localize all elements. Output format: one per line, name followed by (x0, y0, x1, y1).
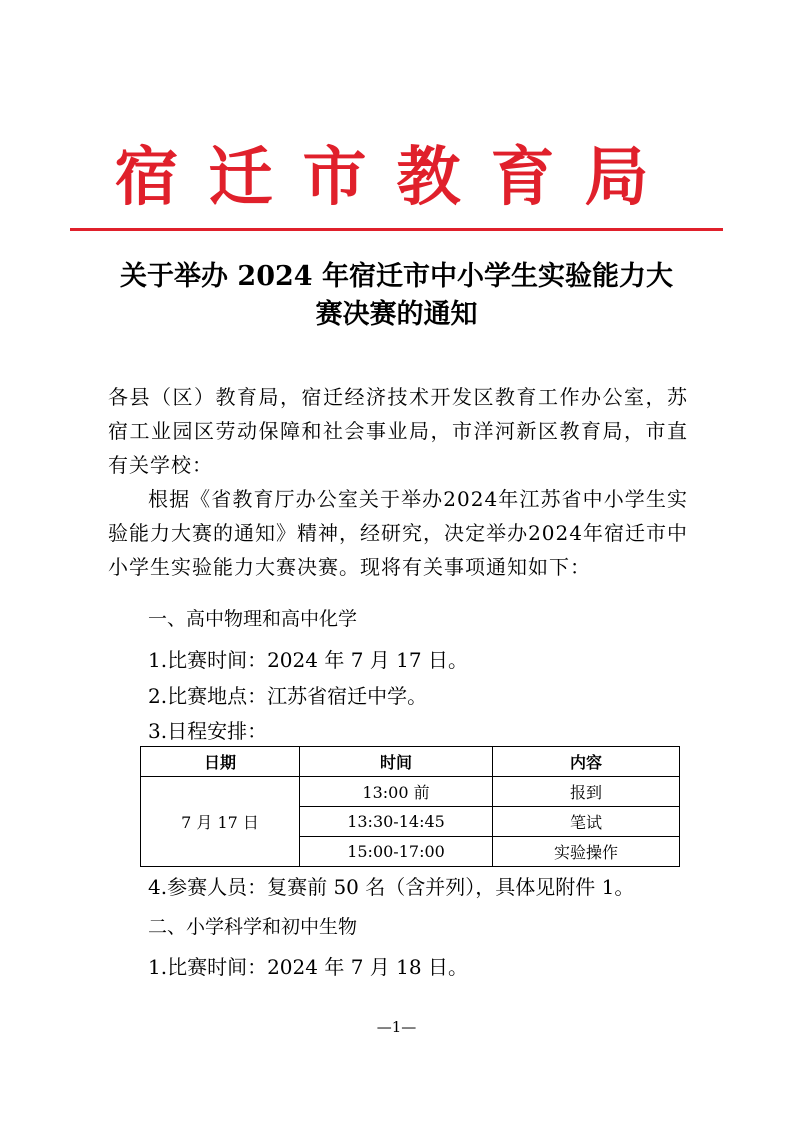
table-header-row (141, 747, 680, 777)
date-cell: 7 月 17 日 (141, 777, 300, 867)
table-row (141, 777, 680, 807)
section1-item-2: 2.比赛地点：江苏省宿迁中学。 (148, 684, 428, 708)
content-cell: 笔试 (493, 807, 680, 837)
red-rule (70, 228, 723, 231)
masthead: 宿迁市教育局 (114, 140, 679, 215)
header-date: 日期 (141, 747, 300, 777)
time-cell: 13:30-14:45 (300, 807, 493, 837)
content-cell: 报到 (493, 777, 680, 807)
time-cell: 15:00-17:00 (300, 837, 493, 867)
intro-paragraph: 根据《省教育厅办公室关于举办2024年江苏省中小学生实验能力大赛的通知》精神，经研究，决定举办2024年宿迁市中小学生实验能力大赛决赛。现将有关事项通知如下： (108, 487, 688, 579)
section1-item-4: 4.参赛人员：复赛前 50 名（含并列），具体见附件 1。 (148, 875, 635, 899)
time-cell: 13:00 前 (300, 777, 493, 807)
page-number: —1— (376, 1018, 417, 1036)
section2-heading: 二、小学科学和初中生物 (148, 916, 358, 938)
section1-item-3: 3.日程安排： (148, 719, 268, 743)
schedule-table (140, 746, 680, 867)
recipients: 各县（区）教育局，宿迁经济技术开发区教育工作办公室，苏宿工业园区劳动保障和社会事业局，市洋河新区教育局，市直有关学校： (108, 385, 688, 477)
title-line-2: 赛决赛的通知 (315, 299, 478, 330)
content-cell: 实验操作 (493, 837, 680, 867)
section2-item-1: 1.比赛时间：2024 年 7 月 18 日。 (148, 955, 468, 979)
header-content: 内容 (493, 747, 680, 777)
section1-item-1: 1.比赛时间：2024 年 7 月 17 日。 (148, 648, 468, 672)
section1-heading: 一、高中物理和高中化学 (148, 608, 358, 630)
title-line-1: 关于举办 2024 年宿迁市中小学生实验能力大 (120, 261, 673, 292)
document-title (80, 258, 713, 334)
header-time: 时间 (300, 747, 493, 777)
